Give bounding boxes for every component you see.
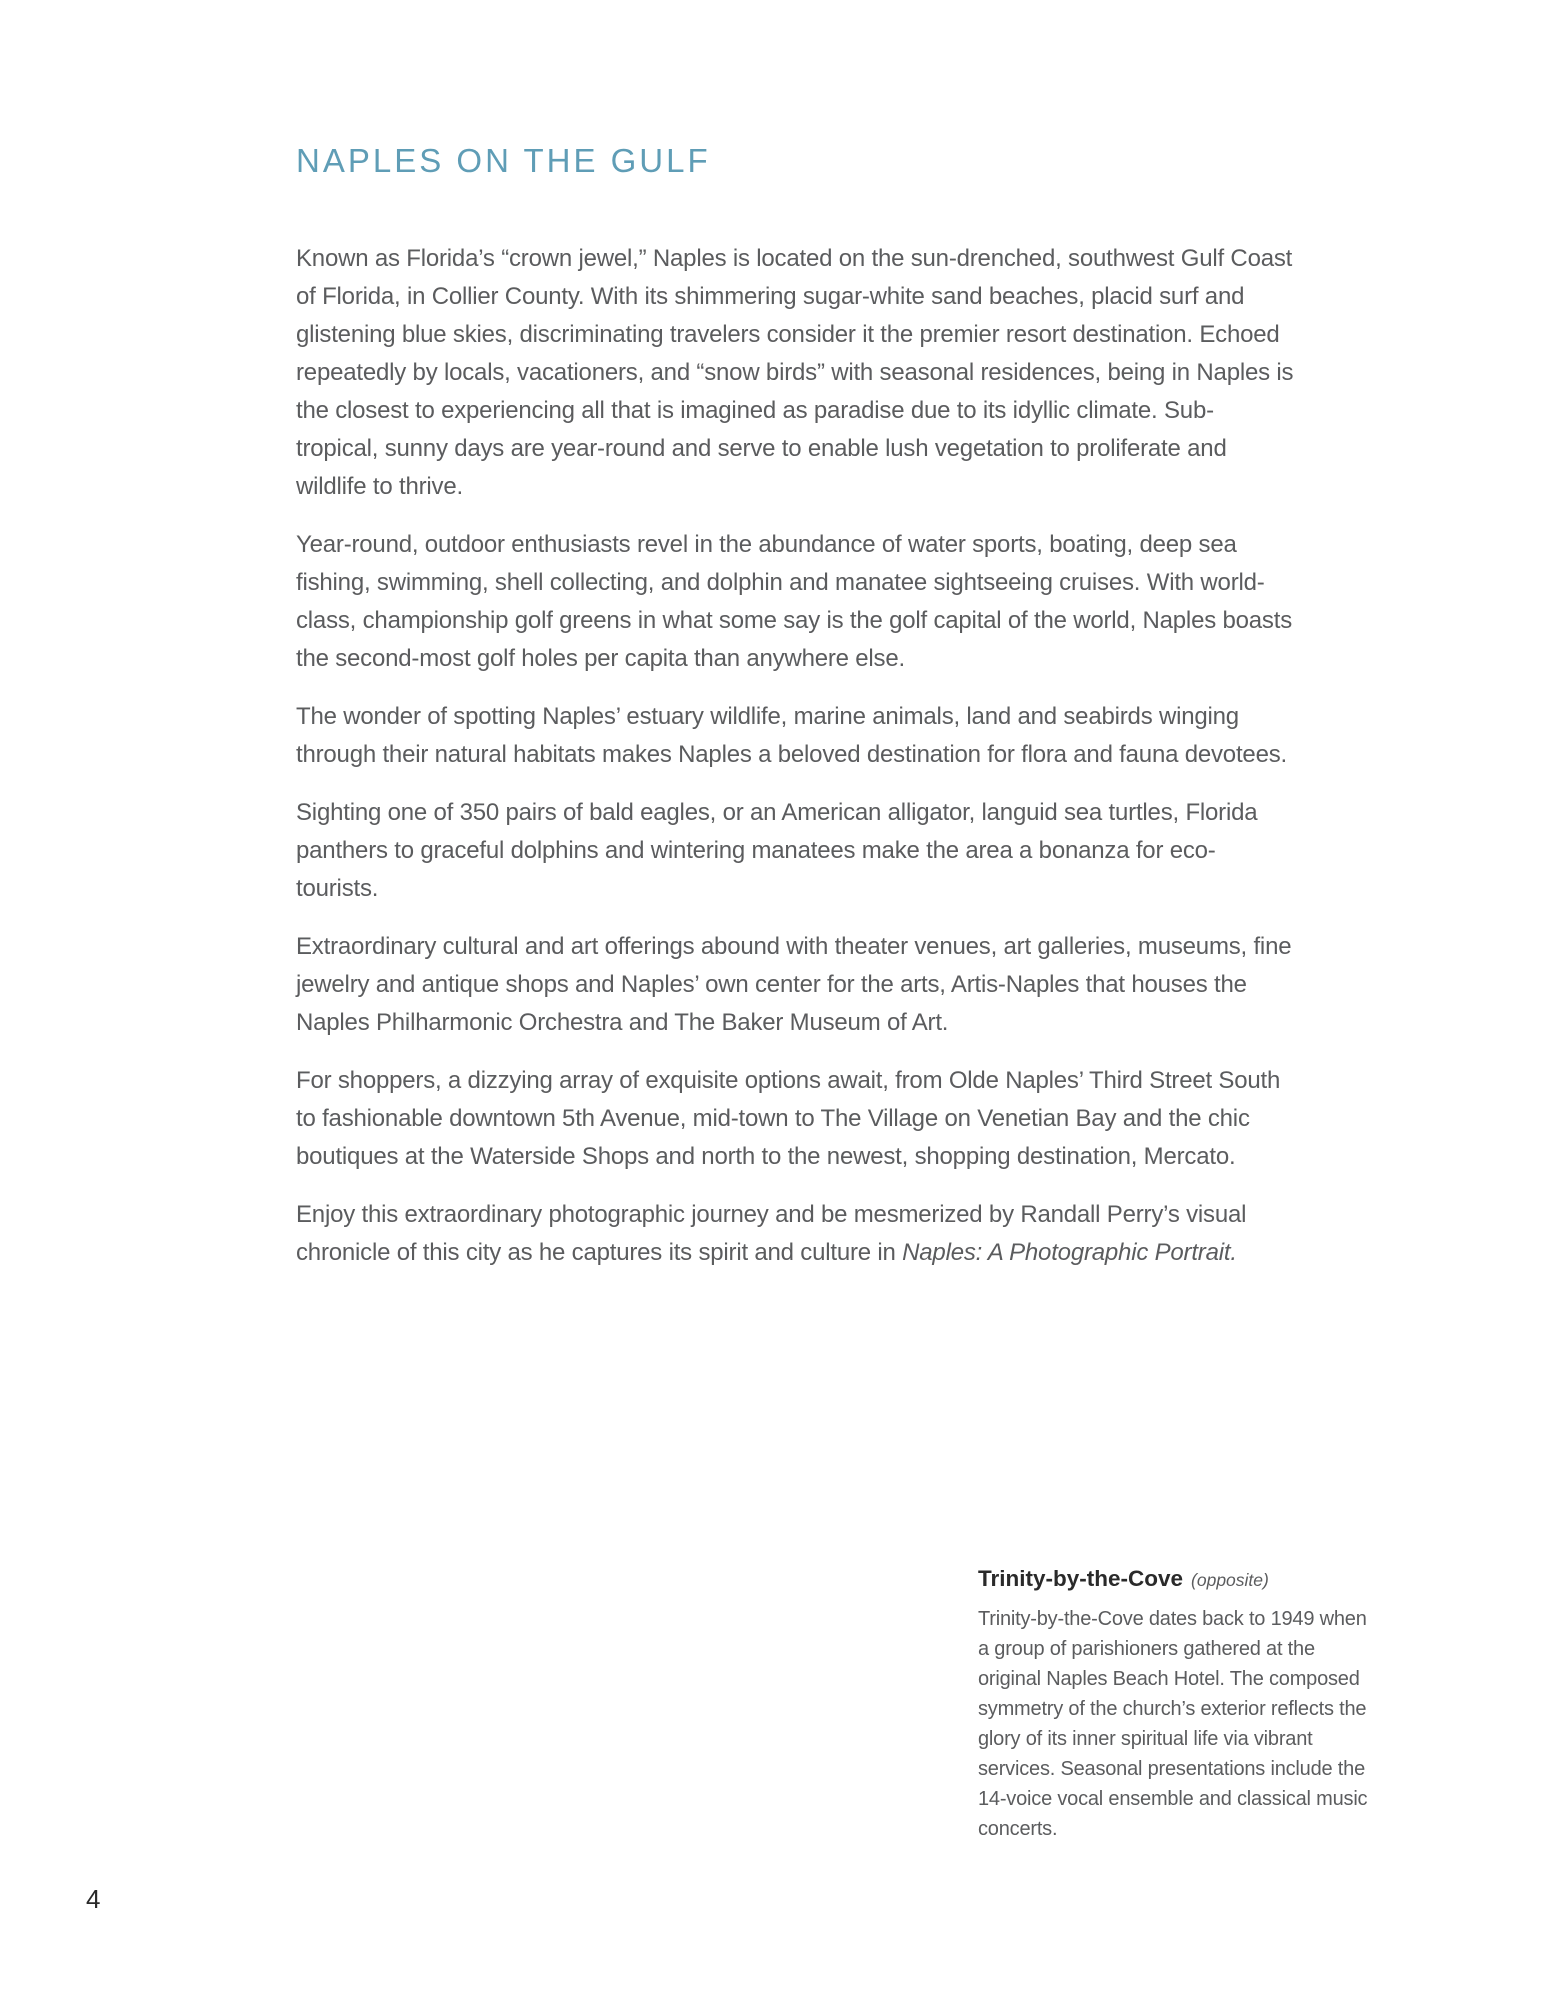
article-body [296,240,1296,1292]
paragraph-shopping: For shoppers, a dizzying array of exquisite options await, from Olde Naples’ Third Street South to fashionable downtown 5th Avenue, mid-town to The Village on Venetian Bay and the chic boutiques at the Waterside Shops and north to the newest, shopping destination, Mercato. [296,1067,1281,1170]
paragraph-outdoors: Year-round, outdoor enthusiasts revel in the abundance of water sports, boating, deep sea fishing, swimming, shell collecting, and dolphin and manatee sightseeing cruises. With world-class, championship golf greens in what some say is the golf capital of the world, Naples boasts the second-most golf holes per capita than anywhere else. [296,531,1292,672]
caption-title: Trinity-by-the-Cove [978,1566,1184,1591]
page-title: NAPLES ON THE GULF [296,142,711,179]
paragraph-intro: Known as Florida’s “crown jewel,” Naples is located on the sun-drenched, southwest Gulf Coast of Florida, in Collier County. With its shimmering sugar-white sand beaches, placid surf and glistening blue skies, discriminating travelers consider it the premier resort destination. Echoed repeatedly by locals, vacationers, and “snow birds” with seasonal residences, being in Naples is the closest to experiencing all that is imagined as paradise due to its idyllic climate. Sub-tropical, sunny days are year-round and serve to enable lush vegetation to proliferate and wildlife to thrive. [296,245,1294,500]
caption-opposite-note: (opposite) [1191,1570,1269,1590]
paragraph-eco-tourists: Sighting one of 350 pairs of bald eagles, or an American alligator, languid sea turtles, Florida panthers to graceful dolphins and wintering manatees make the area a bonanza for eco-tourists. [296,799,1258,902]
photo-caption [978,1566,1378,1844]
closing-text: Enjoy this extraordinary photographic journey and be mesmerized by Randall Perry’s visual chronicle of this city as he captures its spirit and culture in [296,1201,1247,1266]
paragraph-culture: Extraordinary cultural and art offerings abound with theater venues, art galleries, museums, fine jewelry and antique shops and Naples’ own center for the arts, Artis-Naples that houses the Naples Philharmonic Orchestra and The Baker Museum of Art. [296,933,1292,1036]
page-number: 4 [86,1884,101,1914]
book-title-italic: Naples: A Photographic Portrait. [902,1239,1237,1266]
paragraph-closing [296,1196,1296,1272]
caption-body: Trinity-by-the-Cove dates back to 1949 when a group of parishioners gathered at the original Naples Beach Hotel. The composed symmetry of the church’s exterior reflects the glory of its inner spiritual life via vibrant services. Seasonal presentations include the 14-voice vocal ensemble and classical music concerts. [978,1608,1368,1840]
caption-heading [978,1566,1378,1592]
paragraph-wildlife: The wonder of spotting Naples’ estuary wildlife, marine animals, land and seabirds winging through their natural habitats makes Naples a beloved destination for flora and fauna devotees. [296,703,1287,768]
